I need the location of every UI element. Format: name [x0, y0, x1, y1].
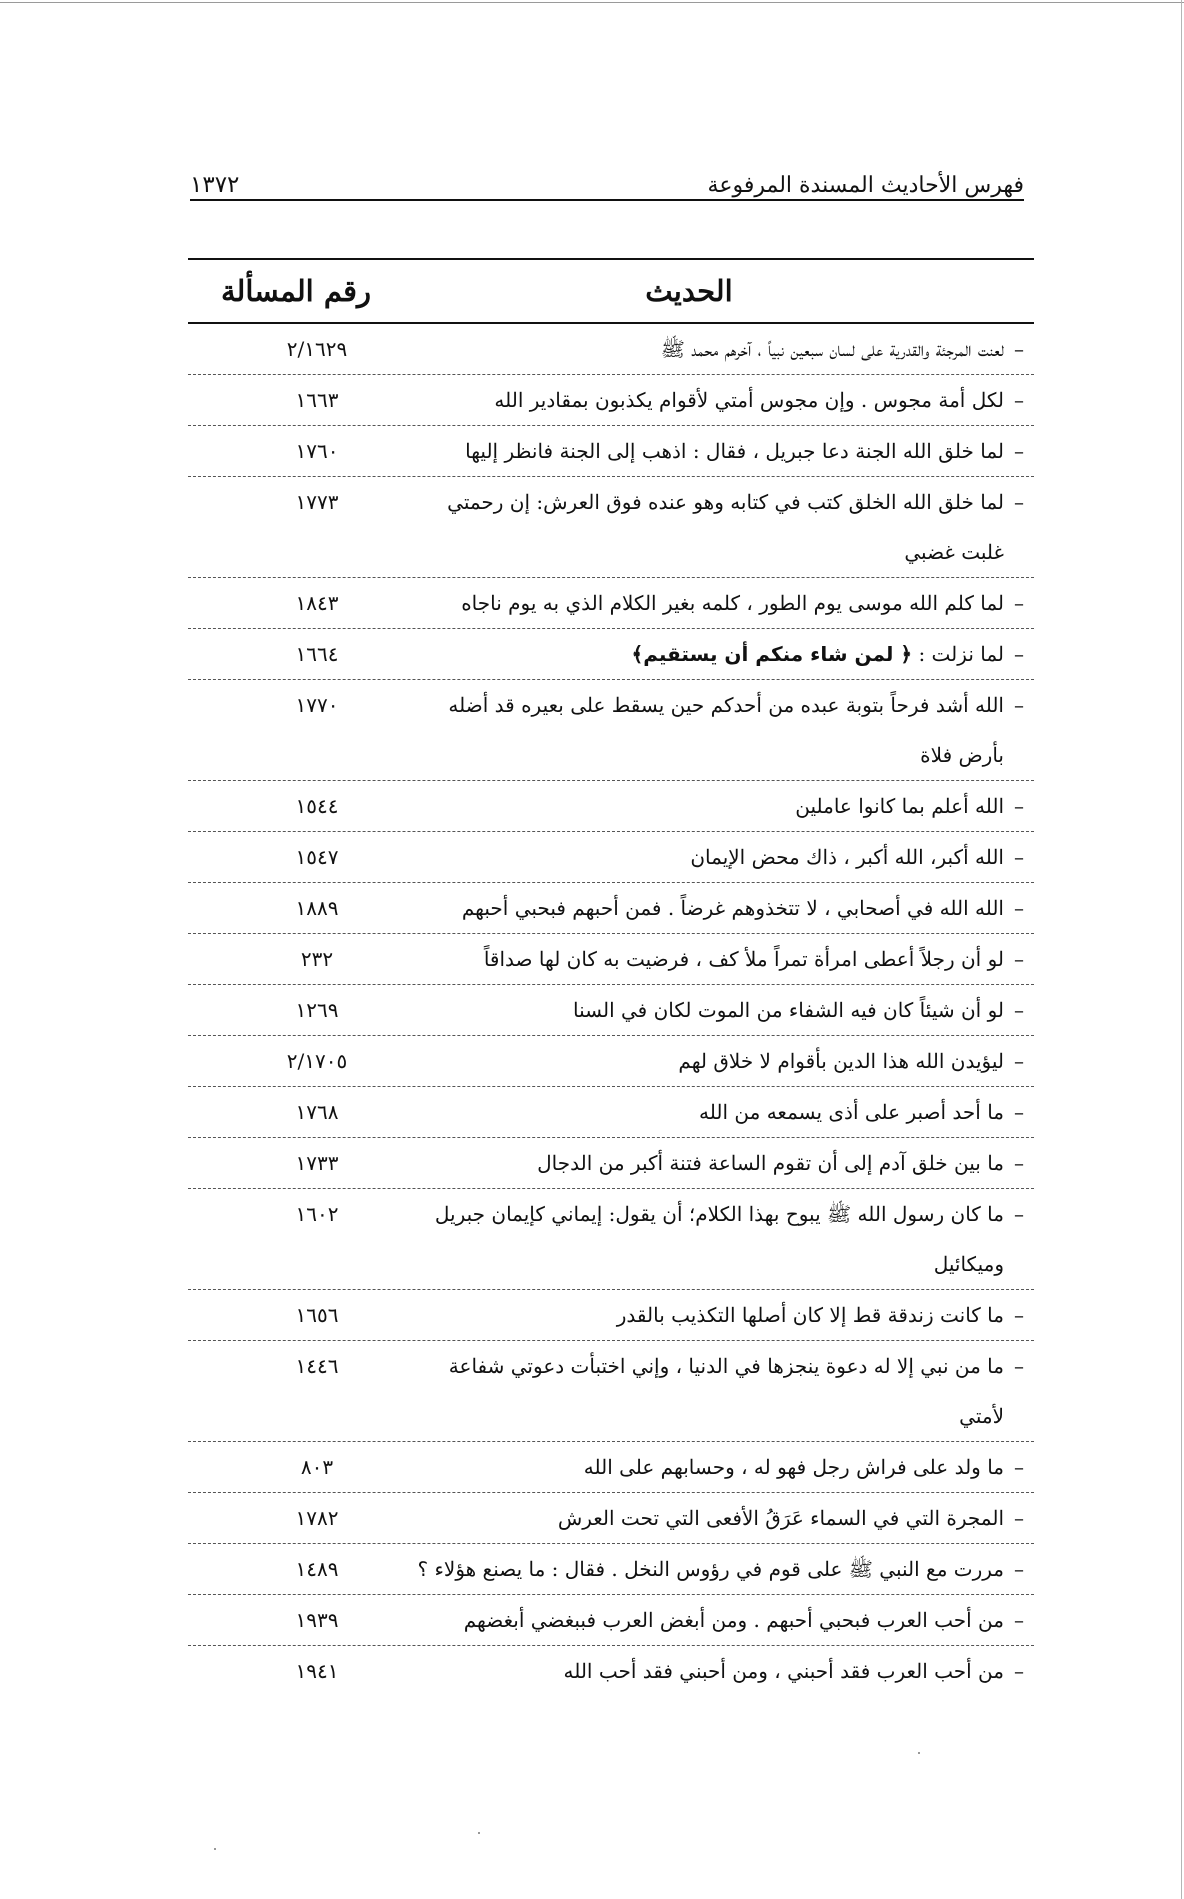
hadith-text-prefix: لما نزلت :	[912, 642, 1004, 666]
row-dash: –	[1014, 1506, 1024, 1530]
hadith-text: لعنت المرجئة والقدرية على لسان سبعين نبياً ، آخرهم محمد ﷺ	[660, 337, 1004, 361]
issue-number: ٨٠٣	[300, 1455, 334, 1479]
hadith-text: مررت مع النبي ﷺ على قوم في رؤوس النخل . فقال : ما يصنع هؤلاء ؟	[417, 1557, 1004, 1581]
table-row	[188, 1493, 1034, 1544]
issue-number: ١٦٠٢	[295, 1202, 339, 1226]
issue-number: ١٧٣٣	[295, 1151, 339, 1175]
table-row	[188, 1595, 1034, 1646]
table-row	[188, 477, 1034, 578]
table-row	[188, 934, 1034, 985]
table-row	[188, 1341, 1034, 1442]
row-dash: –	[1014, 1303, 1024, 1327]
table-row	[188, 781, 1034, 832]
column-header-hadith: الحديث	[645, 274, 733, 308]
hadith-text: ليؤيدن الله هذا الدين بأقوام لا خلاق لهم	[678, 1049, 1004, 1073]
table-row	[188, 832, 1034, 883]
running-header	[190, 158, 1024, 198]
table-row	[188, 1544, 1034, 1595]
issue-number: ١٤٨٩	[295, 1557, 339, 1581]
row-dash: –	[1014, 693, 1024, 717]
row-dash: –	[1014, 337, 1024, 361]
issue-number: ١٩٣٩	[295, 1608, 339, 1632]
table-row	[188, 1087, 1034, 1138]
table-header	[188, 260, 1034, 324]
issue-number: ٢/١٦٢٩	[286, 337, 348, 361]
hadith-index-table	[188, 258, 1034, 1696]
row-dash: –	[1014, 1151, 1024, 1175]
issue-number: ١٧٧٣	[295, 490, 339, 514]
hadith-text	[406, 629, 1004, 679]
issue-number: ١٤٤٦	[295, 1354, 339, 1378]
table-row	[188, 883, 1034, 934]
hadith-text: ما كانت زندقة قط إلا كان أصلها التكذيب بالقدر	[616, 1303, 1004, 1327]
row-dash: –	[1014, 794, 1024, 818]
issue-number: ٢/١٧٠٥	[286, 1049, 348, 1073]
hadith-text: لو أن شيئاً كان فيه الشفاء من الموت لكان في السنا	[573, 998, 1004, 1022]
row-dash: –	[1014, 1557, 1024, 1581]
row-dash: –	[1014, 1049, 1024, 1073]
row-dash: –	[1014, 1100, 1024, 1124]
hadith-text: الله أشد فرحاً بتوبة عبده من أحدكم حين يسقط على بعيره قد أضله بأرض فلاة	[448, 693, 1004, 767]
table-row	[188, 629, 1034, 680]
hadith-text: من أحب العرب فقد أحبني ، ومن أحبني فقد أحب الله	[563, 1659, 1004, 1683]
scan-speck	[918, 1752, 920, 1754]
hadith-text: ما أحد أصبر على أذى يسمعه من الله	[699, 1100, 1004, 1124]
issue-number: ١٨٨٩	[295, 896, 339, 920]
row-dash: –	[1014, 1202, 1024, 1226]
hadith-text: ما بين خلق آدم إلى أن تقوم الساعة فتنة أكبر من الدجال	[537, 1151, 1004, 1175]
table-row	[188, 1036, 1034, 1087]
hadith-text: لما كلم الله موسى يوم الطور ، كلمه بغير الكلام الذي به يوم ناجاه	[461, 591, 1004, 615]
issue-number: ١٥٤٧	[295, 845, 339, 869]
row-dash: –	[1014, 591, 1024, 615]
issue-number: ١٧٧٠	[295, 693, 339, 717]
row-dash: –	[1014, 845, 1024, 869]
row-dash: –	[1014, 1659, 1024, 1683]
table-row	[188, 1189, 1034, 1290]
issue-number: ٢٣٢	[300, 947, 334, 971]
header-rule	[190, 199, 1024, 201]
row-dash: –	[1014, 490, 1024, 514]
hadith-text: لما خلق الله الجنة دعا جبريل ، فقال : اذهب إلى الجنة فانظر إليها	[465, 439, 1004, 463]
hadith-text: الله الله في أصحابي ، لا تتخذوهم غرضاً . فمن أحبهم فبحبي أحبهم	[461, 896, 1004, 920]
table-row	[188, 1138, 1034, 1189]
table-row	[188, 324, 1034, 375]
table-row	[188, 985, 1034, 1036]
row-dash: –	[1014, 642, 1024, 666]
page-edge-top	[0, 2, 1184, 3]
table-row	[188, 375, 1034, 426]
page-edge-right	[1181, 0, 1182, 1899]
table-row	[188, 578, 1034, 629]
table-row	[188, 680, 1034, 781]
hadith-text: ما كان رسول الله ﷺ يبوح بهذا الكلام؛ أن يقول: إيماني كإيمان جبريل وميكائيل	[434, 1202, 1004, 1276]
row-dash: –	[1014, 896, 1024, 920]
hadith-text: لكل أمة مجوس . وإن مجوس أمتي لأقوام يكذبون بمقادير الله	[494, 388, 1004, 412]
row-dash: –	[1014, 439, 1024, 463]
row-dash: –	[1014, 947, 1024, 971]
table-row	[188, 426, 1034, 477]
row-dash: –	[1014, 998, 1024, 1022]
hadith-text: لما خلق الله الخلق كتب في كتابه وهو عنده فوق العرش: إن رحمتي غلبت غضبي	[447, 490, 1004, 564]
issue-number: ١٦٥٦	[295, 1303, 339, 1327]
hadith-text: الله أكبر، الله أكبر ، ذاك محض الإيمان	[690, 845, 1004, 869]
hadith-text: ما ولد على فراش رجل فهو له ، وحسابهم على الله	[583, 1455, 1004, 1479]
scan-speck	[478, 1832, 480, 1834]
table-row	[188, 1442, 1034, 1493]
quran-verse-quote: ﴿ لمن شاء منكم أن يستقيم﴾	[631, 642, 913, 666]
issue-number: ١٦٦٤	[295, 642, 339, 666]
page-number: ١٣٧٢	[190, 172, 240, 198]
row-dash: –	[1014, 388, 1024, 412]
issue-number: ١٧٦٨	[295, 1100, 339, 1124]
header-title: فهرس الأحاديث المسندة المرفوعة	[707, 173, 1024, 198]
issue-number: ١٧٨٢	[295, 1506, 339, 1530]
issue-number: ١٦٦٣	[295, 388, 339, 412]
issue-number: ١٩٤١	[295, 1659, 339, 1683]
table-row	[188, 1290, 1034, 1341]
table-row	[188, 1646, 1034, 1696]
hadith-text: لو أن رجلاً أعطى امرأة تمراً ملأ كف ، فرضيت به كان لها صداقاً	[483, 947, 1004, 971]
row-dash: –	[1014, 1354, 1024, 1378]
issue-number: ١٥٤٤	[295, 794, 339, 818]
issue-number: ١٨٤٣	[295, 591, 339, 615]
issue-number: ١٢٦٩	[295, 998, 339, 1022]
row-dash: –	[1014, 1455, 1024, 1479]
scan-speck	[214, 1848, 216, 1850]
row-dash: –	[1014, 1608, 1024, 1632]
hadith-text: ما من نبي إلا له دعوة ينجزها في الدنيا ، وإني اختبأت دعوتي شفاعة لأمتي	[448, 1354, 1004, 1428]
hadith-text: الله أعلم بما كانوا عاملين	[795, 794, 1004, 818]
issue-number: ١٧٦٠	[295, 439, 339, 463]
hadith-text: المجرة التي في السماء عَرَقُ الأفعى التي تحت العرش	[557, 1506, 1004, 1530]
column-header-issue-number: رقم المسألة	[220, 274, 371, 308]
hadith-text: من أحب العرب فبحبي أحبهم . ومن أبغض العرب فببغضي أبغضهم	[463, 1608, 1004, 1632]
